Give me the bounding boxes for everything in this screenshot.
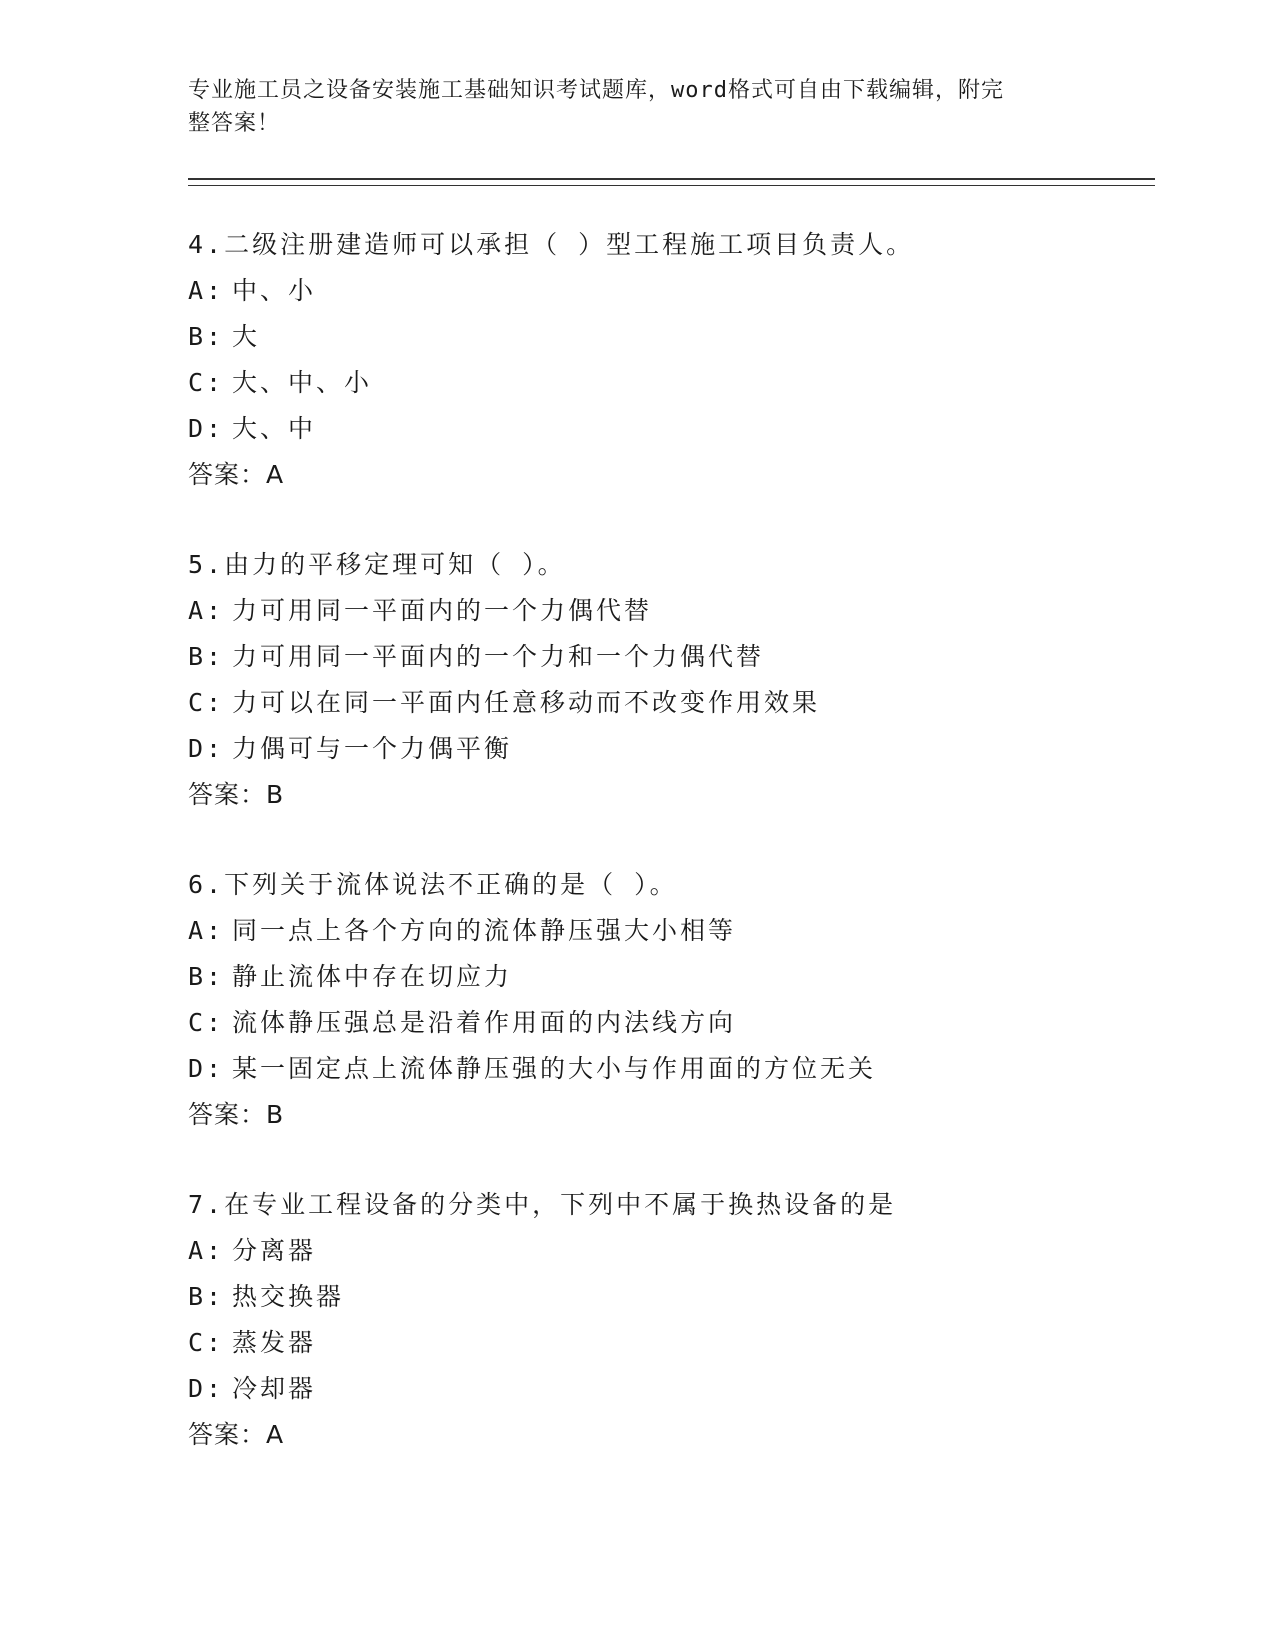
header-divider: [188, 178, 1155, 186]
option-letter: C:: [188, 368, 225, 397]
option-text: 力可用同一平面内的一个力和一个力偶代替: [232, 642, 765, 671]
header-line-2: 整答案！: [188, 111, 281, 136]
option-letter: A:: [188, 916, 225, 945]
option-text: 大、中、小: [232, 368, 373, 397]
option-text: 大、中: [232, 414, 317, 443]
option-letter: A:: [188, 596, 225, 625]
option-text: 分离器: [232, 1236, 317, 1265]
option-text: 力偶可与一个力偶平衡: [232, 734, 513, 763]
option-text: 蒸发器: [232, 1328, 317, 1357]
header-line-1: 专业施工员之设备安装施工基础知识考试题库，word格式可自由下载编辑，附完: [188, 78, 1004, 103]
option-a: [188, 588, 1188, 634]
option-d: [188, 1366, 1188, 1412]
option-letter: C:: [188, 688, 225, 717]
question-stem: 5.由力的平移定理可知（ ）。: [188, 550, 566, 579]
option-c: [188, 680, 1188, 726]
option-a: [188, 1228, 1188, 1274]
answer-line: 答案：A: [188, 460, 285, 489]
option-b: [188, 1274, 1188, 1320]
option-text: 静止流体中存在切应力: [232, 962, 513, 991]
question-6: [188, 862, 1188, 1138]
option-text: 力可以在同一平面内任意移动而不改变作用效果: [232, 688, 821, 717]
option-letter: C:: [188, 1328, 225, 1357]
option-letter: D:: [188, 1054, 225, 1083]
question-stem: 6.下列关于流体说法不正确的是（ ）。: [188, 870, 678, 899]
option-b: [188, 314, 1188, 360]
question-stem: 7.在专业工程设备的分类中，下列中不属于换热设备的是: [188, 1190, 897, 1219]
option-letter: C:: [188, 1008, 225, 1037]
question-stem: 4.二级注册建造师可以承担（ ）型工程施工项目负责人。: [188, 230, 915, 259]
option-letter: B:: [188, 642, 225, 671]
option-d: [188, 726, 1188, 772]
option-letter: A:: [188, 1236, 225, 1265]
option-text: 同一点上各个方向的流体静压强大小相等: [232, 916, 737, 945]
option-text: 流体静压强总是沿着作用面的内法线方向: [232, 1008, 737, 1037]
option-text: 中、小: [232, 276, 317, 305]
document-header: [188, 74, 1068, 140]
option-c: [188, 1000, 1188, 1046]
option-letter: B:: [188, 962, 225, 991]
option-a: [188, 268, 1188, 314]
answer-line: 答案：B: [188, 780, 285, 809]
question-4: [188, 222, 1188, 498]
option-text: 热交换器: [232, 1282, 345, 1311]
option-text: 冷却器: [232, 1374, 317, 1403]
option-letter: B:: [188, 1282, 225, 1311]
option-letter: D:: [188, 734, 225, 763]
option-letter: D:: [188, 1374, 225, 1403]
option-d: [188, 406, 1188, 452]
option-text: 大: [232, 322, 261, 351]
option-text: 力可用同一平面内的一个力偶代替: [232, 596, 653, 625]
option-b: [188, 954, 1188, 1000]
option-c: [188, 1320, 1188, 1366]
question-7: [188, 1182, 1188, 1458]
option-letter: B:: [188, 322, 225, 351]
option-a: [188, 908, 1188, 954]
answer-line: 答案：B: [188, 1100, 285, 1129]
question-5: [188, 542, 1188, 818]
option-letter: A:: [188, 276, 225, 305]
option-b: [188, 634, 1188, 680]
option-text: 某一固定点上流体静压强的大小与作用面的方位无关: [232, 1054, 877, 1083]
option-d: [188, 1046, 1188, 1092]
answer-line: 答案：A: [188, 1420, 285, 1449]
option-letter: D:: [188, 414, 225, 443]
option-c: [188, 360, 1188, 406]
